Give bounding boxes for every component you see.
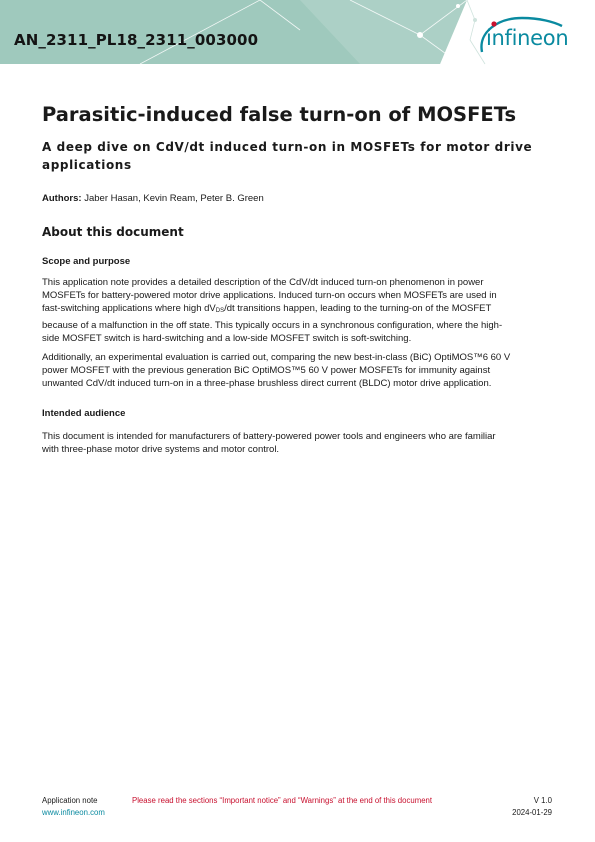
footer-right — [512, 795, 552, 819]
text-line: MOSFETs for battery-powered motor drive applications. Induced turn-on occurs when MOSFETs are used in — [42, 290, 497, 302]
authors-label: Authors: — [42, 193, 82, 204]
authors-line — [42, 193, 264, 204]
text-line — [42, 302, 554, 318]
text-segment: /dt transitions happen, leading to the turning-on of the MOSFET — [224, 303, 492, 315]
text-line: power MOSFET with the previous generation BiC OptiMOS™5 60 V power MOSFETs for immunity against — [42, 365, 491, 377]
scope-paragraph-2 — [42, 351, 554, 391]
footer-date: 2024-01-29 — [512, 808, 552, 817]
subscript: DS — [215, 308, 225, 315]
page-subtitle: A deep dive on CdV/dt induced turn-on in MOSFETs for motor drive applications — [42, 140, 533, 172]
text-line: This application note provides a detailed description of the CdV/dt induced turn-on phenomenon in power — [42, 277, 484, 288]
authors-names: Jaber Hasan, Kevin Ream, Peter B. Green — [84, 193, 264, 204]
subheading-audience: Intended audience — [42, 408, 126, 419]
text-line: side MOSFET switch is hard-switching and a low-side MOSFET switch is soft-switching. — [42, 332, 412, 344]
text-segment: fast-switching applications where high dV — [42, 303, 216, 315]
footer-notice: Please read the sections “Important notice” and “Warnings” at the end of this document — [132, 796, 433, 805]
text-line: Additionally, an experimental evaluation is carried out, comparing the new best-in-class (BiC) OptiMOS™6 60 V — [42, 352, 511, 363]
logo-text: infineon — [486, 26, 569, 50]
document-id: AN_2311_PL18_2311_003000 — [14, 31, 259, 49]
infineon-logo — [478, 12, 582, 62]
text-line: with three-phase motor drive systems and motor control. — [42, 444, 280, 456]
audience-paragraph — [42, 430, 554, 456]
section-heading-about: About this document — [42, 225, 184, 239]
footer-left — [42, 795, 105, 819]
footer-url-link[interactable]: www.infineon.com — [42, 808, 105, 817]
page-title: Parasitic-induced false turn-on of MOSFETs — [42, 103, 517, 126]
text-line: because of a malfunction in the off state. This typically occurs in a synchronous configuration, where the high- — [42, 319, 503, 331]
footer-doc-type: Application note — [42, 796, 98, 805]
scope-paragraph-1 — [42, 276, 554, 345]
subheading-scope: Scope and purpose — [42, 256, 131, 267]
text-line: This document is intended for manufacturers of battery-powered power tools and engineers who are familiar — [42, 431, 496, 442]
footer-version: V 1.0 — [533, 796, 552, 805]
text-line: unwanted CdV/dt induced turn-on in a three-phase brushless direct current (BLDC) motor drive application. — [42, 378, 492, 390]
